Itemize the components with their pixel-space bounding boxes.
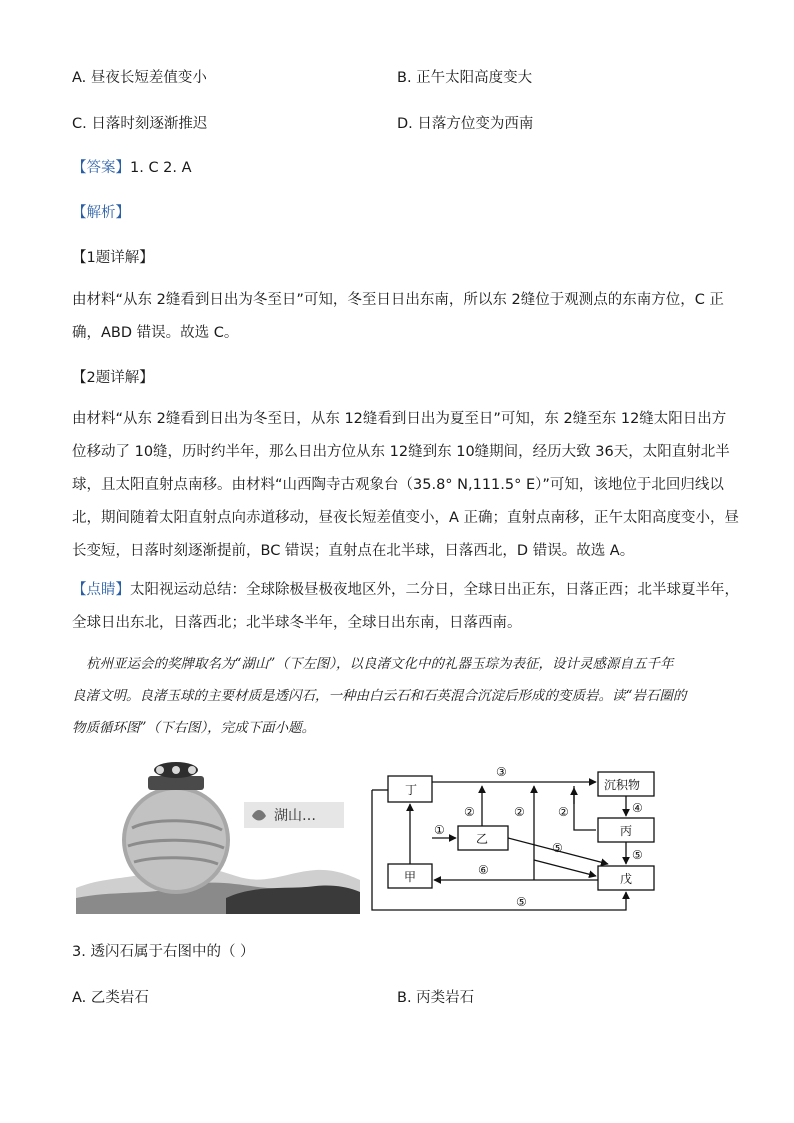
q3-option-a: A. 乙类岩石 — [72, 990, 149, 1006]
label-yi: 乙 — [476, 832, 489, 846]
rock-cycle-diagram — [370, 764, 662, 914]
tips-text: 太阳视运动总结：全球除极昼极夜地区外，二分日，全球日出正东，日落正西；北半球夏半年， — [130, 582, 739, 598]
arrow-label-2c: ② — [558, 805, 569, 819]
medal-figure — [76, 758, 360, 914]
label-ding-top: 丁 — [405, 783, 418, 797]
material-paragraph — [72, 648, 732, 744]
label-wu: 戊 — [620, 872, 633, 886]
option-d: D. 日落方位变为西南 — [397, 116, 534, 132]
medal-logo-text: 湖山… — [274, 808, 316, 824]
q2-detail-label: 【2题详解】 — [72, 370, 154, 386]
q2-detail-line: 北，期间随着太阳直射点向赤道移动，昼夜长短差值变小，A 正确；直射点南移，正午太阳高度变小，昼 — [72, 510, 740, 526]
label-bing: 丙 — [620, 824, 633, 838]
arrow-label-1: ① — [434, 823, 445, 837]
q1-detail-paragraph — [72, 284, 722, 350]
arrow-label-5a: ⑤ — [552, 841, 563, 855]
rock-cycle-svg — [370, 764, 662, 914]
label-sediment: 沉积物 — [604, 778, 641, 792]
answer-label: 【答案】 — [72, 160, 130, 176]
option-c: C. 日落时刻逐渐推迟 — [72, 116, 208, 132]
q2-detail-line: 位移动了 10缝，历时约半年，那么日出方位从东 12缝到东 10缝期间，经历大致 36天，太阳直射北半 — [72, 444, 730, 460]
q1-detail-label: 【1题详解】 — [72, 250, 154, 266]
option-a: A. 昼夜长短差值变小 — [72, 70, 207, 86]
tips-line — [72, 574, 739, 607]
q1-detail-line: 由材料“从东 2缝看到日出为冬至日”可知，冬至日日出东南，所以东 2缝位于观测点的东南方位，C 正 — [72, 292, 724, 308]
tips-line: 全球日出东北，日落西北；北半球冬半年，全球日出东南，日落西南。 — [72, 615, 522, 631]
arrow-label-5b: ⑤ — [632, 848, 643, 862]
q2-detail-paragraph — [72, 403, 740, 568]
arrow-label-2a: ② — [464, 805, 475, 819]
option-b: B. 正午太阳高度变大 — [397, 70, 533, 86]
arrow-label-2b: ② — [514, 805, 525, 819]
q3-stem: 3. 透闪石属于右图中的（ ） — [72, 944, 255, 960]
arrow-label-5c: ⑤ — [516, 895, 527, 909]
material-line: 物质循环图”（下右图），完成下面小题。 — [72, 720, 316, 736]
arrow-label-6: ⑥ — [478, 863, 489, 877]
q2-detail-line: 由材料“从东 2缝看到日出为冬至日，从东 12缝看到日出为夏至日”可知，东 2缝至东 12缝太阳日出方 — [72, 411, 727, 427]
q3-option-b: B. 丙类岩石 — [397, 990, 475, 1006]
q2-detail-line: 长变短，日落时刻逐渐提前，BC 错误；直射点在北半球，日落西北，D 错误。故选 A。 — [72, 543, 635, 559]
arrow-label-3: ③ — [496, 765, 507, 779]
q1-detail-line: 确，ABD 错误。故选 C。 — [72, 325, 239, 341]
tips-paragraph — [72, 574, 739, 640]
answer-line — [72, 156, 192, 177]
q2-detail-line: 球，且太阳直射点南移。由材料“山西陶寺古观象台（35.8° N,111.5° E）”可知，该地位于北回归线以 — [72, 477, 724, 493]
tips-label: 【点睛】 — [72, 582, 130, 598]
medal-illustration — [76, 758, 360, 914]
material-line: 良渚文明。良渚玉球的主要材质是透闪石，一种由白云石和石英混合沉淀后形成的变质岩。读“岩石圈的 — [72, 688, 687, 704]
answer-text: 1. C 2. A — [130, 160, 192, 176]
material-line: 杭州亚运会的奖牌取名为“湖山”（下左图），以良渚文化中的礼器玉琮为表征，设计灵感源自五千年 — [86, 656, 674, 672]
label-jia: 甲 — [404, 870, 417, 884]
arrow-label-4: ④ — [632, 801, 643, 815]
analysis-label: 【解析】 — [72, 205, 130, 221]
